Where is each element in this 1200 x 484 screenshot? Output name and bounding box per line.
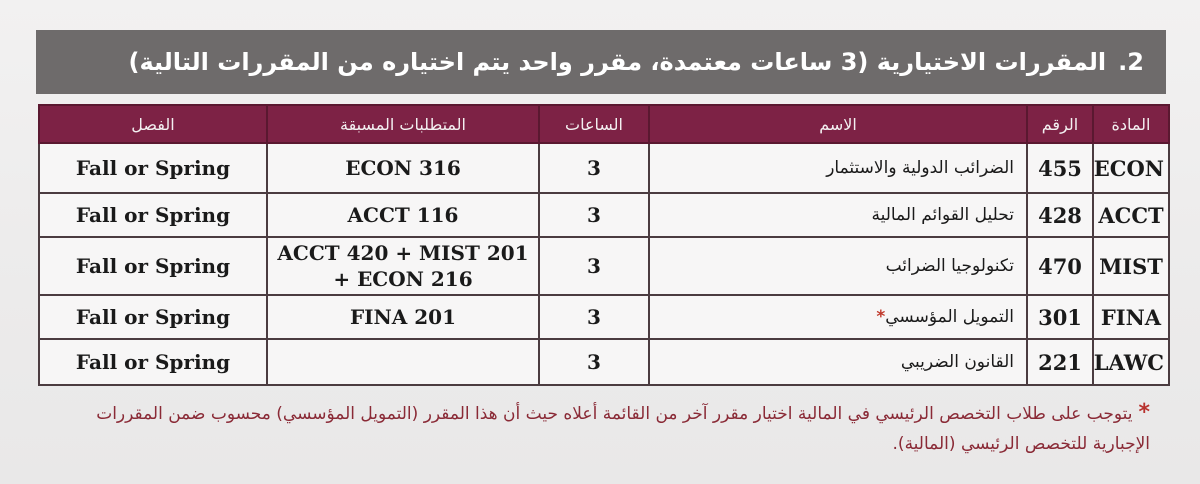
header-subject: المادة	[1093, 105, 1169, 143]
table-row	[39, 295, 1169, 339]
asterisk-icon: *	[876, 307, 886, 327]
cell-number: 428	[1027, 193, 1093, 237]
table-header-row	[39, 105, 1169, 143]
cell-subject: ACCT	[1093, 193, 1169, 237]
header-prerequisites: المتطلبات المسبقة	[267, 105, 539, 143]
cell-semester: Fall or Spring	[39, 143, 267, 193]
cell-subject: FINA	[1093, 295, 1169, 339]
footnote-text: يتوجب على طلاب التخصص الرئيسي في المالية اختيار مقرر آخر من القائمة أعلاه حيث أن هذا المقرر (التمويل المؤسسي) محسوب ضمن المقررات الإجبارية للتخصص الرئيسي (المالية).	[96, 404, 1150, 454]
section-number: 2.	[1118, 48, 1144, 76]
cell-hours: 3	[539, 339, 649, 385]
section-title-bar	[36, 30, 1166, 94]
cell-name: الضرائب الدولية والاستثمار	[649, 143, 1027, 193]
cell-name: تحليل القوائم المالية	[649, 193, 1027, 237]
cell-hours: 3	[539, 295, 649, 339]
header-hours: الساعات	[539, 105, 649, 143]
cell-prerequisites	[267, 339, 539, 385]
table-row	[39, 339, 1169, 385]
cell-hours: 3	[539, 143, 649, 193]
cell-name-text: التمويل المؤسسي	[885, 307, 1014, 327]
cell-subject: LAWC	[1093, 339, 1169, 385]
table-row	[39, 193, 1169, 237]
cell-number: 301	[1027, 295, 1093, 339]
cell-subject: MIST	[1093, 237, 1169, 295]
cell-semester: Fall or Spring	[39, 339, 267, 385]
header-semester: الفصل	[39, 105, 267, 143]
cell-semester: Fall or Spring	[39, 295, 267, 339]
cell-number: 455	[1027, 143, 1093, 193]
cell-semester: Fall or Spring	[39, 193, 267, 237]
asterisk-icon: *	[1138, 400, 1150, 425]
cell-prerequisites: ECON 316	[267, 143, 539, 193]
elective-courses-table	[38, 104, 1170, 386]
cell-name: تكنولوجيا الضرائب	[649, 237, 1027, 295]
cell-hours: 3	[539, 237, 649, 295]
cell-name: القانون الضريبي	[649, 339, 1027, 385]
header-number: الرقم	[1027, 105, 1093, 143]
cell-hours: 3	[539, 193, 649, 237]
header-name: الاسم	[649, 105, 1027, 143]
cell-prerequisites: ACCT 116	[267, 193, 539, 237]
cell-number: 470	[1027, 237, 1093, 295]
cell-semester: Fall or Spring	[39, 237, 267, 295]
cell-name	[649, 295, 1027, 339]
table-row	[39, 237, 1169, 295]
cell-prerequisites: FINA 201	[267, 295, 539, 339]
cell-prerequisites: ACCT 420 + MIST 201 + ECON 216	[267, 237, 539, 295]
cell-number: 221	[1027, 339, 1093, 385]
section-title: المقررات الاختيارية (3 ساعات معتمدة، مقرر واحد يتم اختياره من المقررات التالية)	[128, 48, 1107, 76]
footnote	[40, 398, 1150, 459]
cell-subject: ECON	[1093, 143, 1169, 193]
table-row	[39, 143, 1169, 193]
